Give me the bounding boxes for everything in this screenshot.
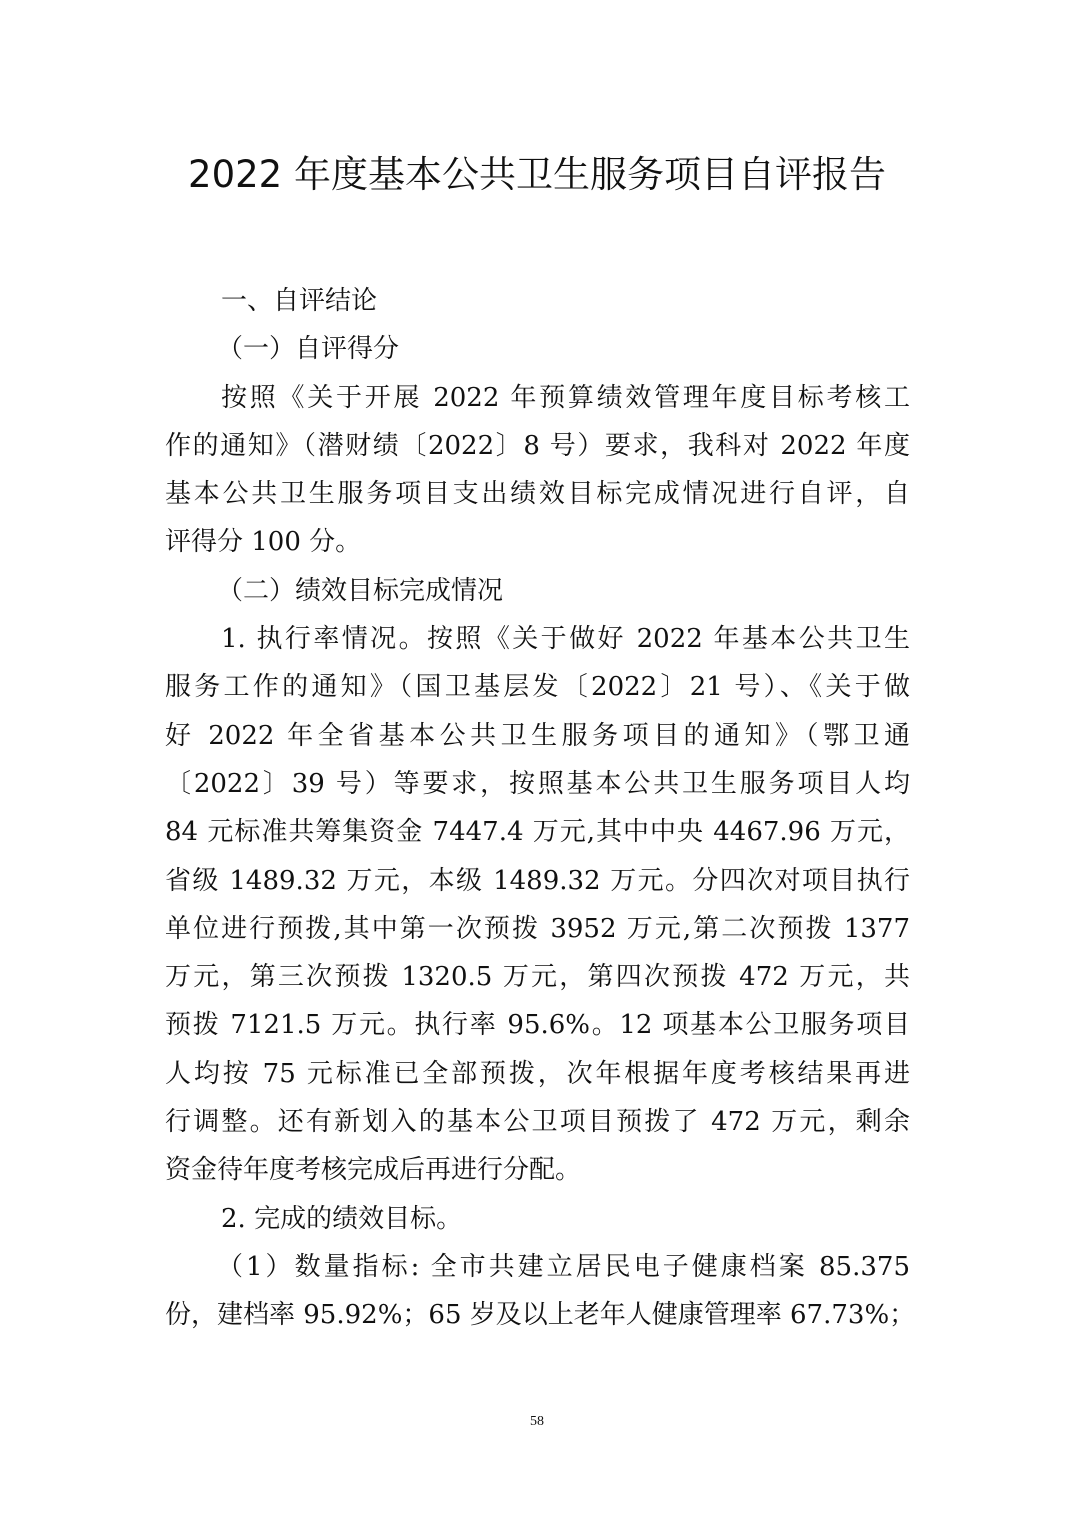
paragraph-line: 评得分 100 分。 (165, 527, 362, 558)
paragraph-line: 单位进行预拨,其中第一次预拨 3952 万元,第二次预拨 1377 (165, 913, 910, 944)
document-body (165, 277, 916, 1340)
page-number: 58 (530, 1414, 544, 1429)
paragraph-line: 万元，第三次预拨 1320.5 万元，第四次预拨 472 万元，共 (165, 962, 910, 993)
subsection-heading: （一）自评得分 (217, 334, 400, 365)
paragraph-line: 好 2022 年全省基本公共卫生服务项目的通知》（鄂卫通 (165, 720, 910, 751)
section-heading: 一、自评结论 (221, 286, 378, 316)
paragraph-line: 预拨 7121.5 万元。执行率 95.6%。12 项基本公卫服务项目 (165, 1010, 910, 1041)
paragraph-line: 按照《关于开展 2022 年预算绩效管理年度目标考核工 (221, 382, 910, 413)
paragraph-line: 行调整。还有新划入的基本公卫项目预拨了 472 万元，剩余 (165, 1107, 910, 1138)
paragraph-line: 作的通知》（潜财绩〔2022〕8 号）要求，我科对 2022 年度 (165, 430, 910, 461)
paragraph-line: 基本公共卫生服务项目支出绩效目标完成情况进行自评，自 (165, 479, 910, 510)
paragraph-line: 〔2022〕39 号）等要求，按照基本公共卫生服务项目人均 (165, 768, 910, 799)
paragraph-line: （1）数量指标: 全市共建立居民电子健康档案 85.375 (217, 1251, 910, 1282)
subsection-heading: （二）绩效目标完成情况 (217, 575, 504, 606)
paragraph-line: 省级 1489.32 万元，本级 1489.32 万元。分四次对项目执行 (165, 865, 910, 896)
paragraph-line: 84 元标准共筹集资金 7447.4 万元,其中中央 4467.96 万元， (165, 817, 910, 848)
paragraph-line: 服务工作的通知》（国卫基层发〔2022〕21 号）、《关于做 (165, 672, 910, 703)
paragraph-line: 人均按 75 元标准已全部预拨，次年根据年度考核结果再进 (165, 1058, 910, 1089)
paragraph-heading: 2. 完成的绩效目标。 (221, 1203, 463, 1234)
paragraph-line: 资金待年度考核完成后再进行分配。 (165, 1155, 582, 1186)
paragraph-line: 1. 执行率情况。按照《关于做好 2022 年基本公共卫生 (221, 624, 910, 655)
paragraph-line: 份，建档率 95.92%；65 岁及以上老年人健康管理率 67.73%； (165, 1300, 916, 1331)
page-title: 2022 年度基本公共卫生服务项目自评报告 (188, 153, 886, 196)
